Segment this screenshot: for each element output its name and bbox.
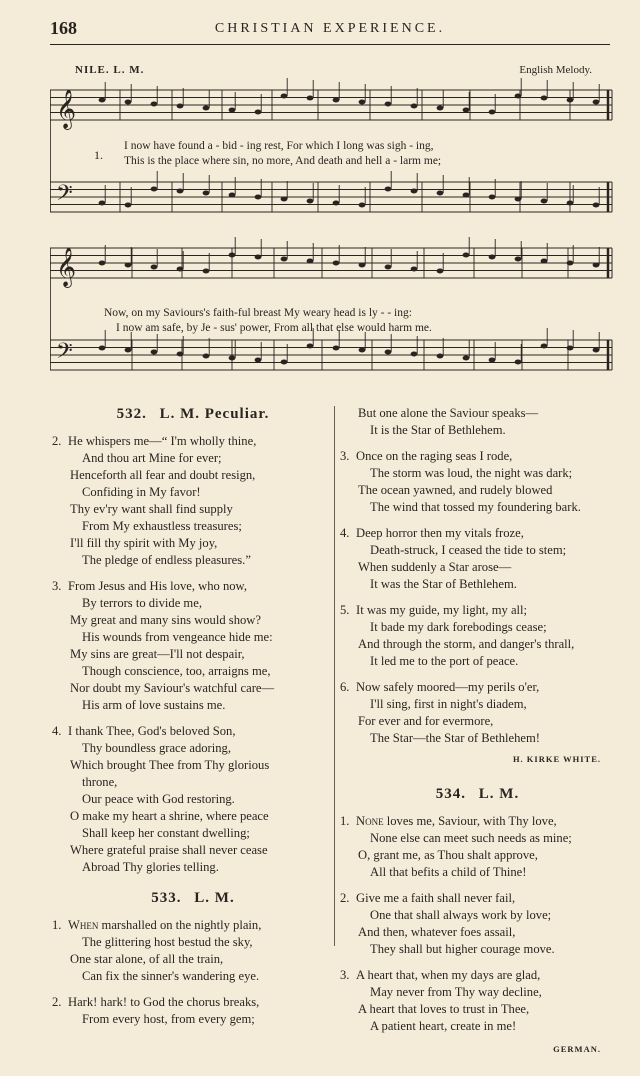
- stanza-line: throne,: [82, 775, 118, 789]
- note-head: [255, 255, 262, 260]
- stanza-number: 5.: [340, 603, 350, 617]
- treble-clef-icon: 𝄞: [56, 91, 77, 128]
- hymn-532-stanza-3: [52, 578, 334, 714]
- running-title: CHRISTIAN EXPERIENCE.: [214, 21, 446, 36]
- stanza-line: Thy ev'ry want shall find supply: [70, 502, 233, 516]
- system1-lyric-line1: I now have found a - bid - ing rest, For which I long was sigh - ing,: [124, 140, 434, 152]
- stanza-line: Deep horror then my vitals froze,: [356, 526, 524, 540]
- stanza-line: The wind that tossed my foundering bark.: [370, 500, 581, 514]
- stanza-line: A heart that loves to trust in Thee,: [358, 1002, 530, 1016]
- first-word: When: [68, 918, 99, 932]
- stanza-line: Death-struck, I ceased the tide to stem;: [370, 543, 567, 557]
- note-head: [437, 106, 444, 111]
- stanza-number: 3.: [340, 968, 350, 982]
- hymn-534-heading: [340, 786, 615, 803]
- stanza-line: From every host, from every gem;: [82, 1012, 255, 1026]
- hymn-533-stanza-4: [340, 525, 615, 593]
- stanza-line: One star alone, of all the train,: [70, 952, 224, 966]
- note-head: [489, 195, 496, 200]
- stanza-number: 2.: [340, 891, 350, 905]
- stanza-number: 3.: [340, 449, 350, 463]
- stanza-line: By terrors to divide me,: [82, 596, 202, 610]
- note-head: [593, 100, 600, 105]
- stanza-number: 1.: [52, 918, 62, 932]
- note-head: [437, 269, 444, 274]
- note-head: [463, 356, 470, 361]
- note-head: [359, 348, 366, 353]
- note-head: [515, 360, 522, 365]
- bass-clef-icon: 𝄢: [56, 339, 73, 368]
- note-head: [229, 193, 236, 198]
- hymn-533-author: H. KIRKE WHITE.: [512, 754, 601, 764]
- note-head: [593, 203, 600, 208]
- stanza-line: Confiding in My favor!: [82, 485, 201, 499]
- note-head: [411, 352, 418, 357]
- note-head: [151, 350, 158, 355]
- note-head: [593, 348, 600, 353]
- note-head: [567, 201, 574, 206]
- note-head: [177, 267, 184, 272]
- note-head: [125, 348, 132, 353]
- stanza-line: For ever and for evermore,: [358, 714, 494, 728]
- note-head: [255, 110, 262, 115]
- stanza-number: 4.: [52, 724, 62, 738]
- hymn-532-number: 532.: [116, 406, 147, 422]
- bass-clef-icon: 𝄢: [56, 181, 73, 210]
- system2-lyric-line2: I now am safe, by Je - sus' power, From all that else would harm me.: [116, 322, 432, 334]
- note-head: [125, 263, 132, 268]
- stanza-line: From My exhaustless treasures;: [82, 519, 242, 533]
- note-head: [463, 253, 470, 258]
- note-head: [99, 346, 106, 351]
- stanza-number: 1.: [340, 814, 350, 828]
- note-head: [541, 199, 548, 204]
- stanza-line: The pledge of endless pleasures.”: [82, 553, 251, 567]
- note-head: [333, 261, 340, 266]
- note-head: [333, 201, 340, 206]
- stanza-line: Nor doubt my Saviour's watchful care—: [70, 681, 275, 695]
- note-head: [385, 102, 392, 107]
- note-head: [229, 253, 236, 258]
- stanza-line: Once on the raging seas I rode,: [356, 449, 513, 463]
- note-head: [203, 354, 210, 359]
- stanza-line: I'll fill thy spirit with My joy,: [70, 536, 218, 550]
- note-head: [203, 191, 210, 196]
- note-head: [489, 255, 496, 260]
- stanza-line: It was the Star of Bethlehem.: [370, 577, 517, 591]
- stanza-line: marshalled on the nightly plain,: [98, 918, 262, 932]
- stanza-line: My sins are great—I'll not despair,: [70, 647, 245, 661]
- stanza-line: O make my heart a shrine, where peace: [70, 809, 269, 823]
- note-head: [385, 187, 392, 192]
- stanza-line: From Jesus and His love, who now,: [68, 579, 247, 593]
- note-head: [463, 193, 470, 198]
- stanza-line: The Star—the Star of Bethlehem!: [370, 731, 540, 745]
- note-head: [125, 100, 132, 105]
- note-head: [515, 94, 522, 99]
- stanza-line: When suddenly a Star arose—: [358, 560, 512, 574]
- stanza-line: The ocean yawned, and rudely blowed: [358, 483, 553, 497]
- hymn-534-number: 534.: [435, 786, 467, 802]
- note-head: [567, 98, 574, 103]
- note-head: [567, 261, 574, 266]
- note-head: [385, 265, 392, 270]
- stanza-line: A heart that, when my days are glad,: [356, 968, 541, 982]
- hymn-533-stanza-1: [52, 917, 334, 985]
- hymn-532-stanza-4: [52, 723, 334, 876]
- hymn-533-stanza-2-continued: [340, 405, 615, 439]
- note-head: [541, 96, 548, 101]
- note-head: [385, 350, 392, 355]
- stanza-number: 2.: [52, 434, 62, 448]
- stanza-line: I thank Thee, God's beloved Son,: [68, 724, 236, 738]
- note-head: [281, 257, 288, 262]
- hymn-534-stanza-2: [340, 890, 615, 958]
- note-head: [411, 189, 418, 194]
- note-head: [281, 94, 288, 99]
- stanza-number: 2.: [52, 995, 62, 1009]
- hymn-534-meter: L. M.: [478, 786, 520, 802]
- stanza-number: 4.: [340, 526, 350, 540]
- note-head: [515, 257, 522, 262]
- note-head: [125, 203, 132, 208]
- stanza-line: And through the storm, and danger's thrall,: [358, 637, 575, 651]
- stanza-line: He whispers me—“ I'm wholly thine,: [68, 434, 257, 448]
- note-head: [515, 197, 522, 202]
- stanza-line: I'll sing, first in night's diadem,: [370, 697, 527, 711]
- stanza-line: Give me a faith shall never fail,: [356, 891, 516, 905]
- first-word: None: [356, 814, 384, 828]
- note-head: [99, 261, 106, 266]
- stanza-line: They shall but higher courage move.: [370, 942, 555, 956]
- stanza-line: But one alone the Saviour speaks—: [358, 406, 539, 420]
- note-head: [307, 259, 314, 264]
- stanza-line: My great and many sins would show?: [70, 613, 261, 627]
- stanza-line: The storm was loud, the night was dark;: [370, 466, 573, 480]
- stanza-line: All that befits a child of Thine!: [370, 865, 527, 879]
- stanza-line: A patient heart, create in me!: [370, 1019, 517, 1033]
- stanza-line: Abroad Thy glories telling.: [82, 860, 219, 874]
- verse-marker: 1.: [94, 148, 103, 162]
- note-head: [541, 259, 548, 264]
- treble-clef-icon: 𝄞: [56, 249, 77, 286]
- hymn-534-stanza-3: [340, 967, 615, 1035]
- page-number: 168: [50, 18, 77, 38]
- note-head: [567, 346, 574, 351]
- stanza-line: It is the Star of Bethlehem.: [370, 423, 506, 437]
- note-head: [281, 360, 288, 365]
- note-head: [437, 354, 444, 359]
- stanza-line: Which brought Thee from Thy glorious: [70, 758, 270, 772]
- note-head: [437, 191, 444, 196]
- hymn-533-heading: [52, 890, 334, 907]
- stanza-line: Now safely moored—my perils o'er,: [356, 680, 540, 694]
- note-head: [99, 201, 106, 206]
- system1-lyric-line2: This is the place where sin, no more, And death and hell a - larm me;: [124, 155, 442, 167]
- right-column: [340, 405, 615, 1076]
- hymn-533-stanza-3: [340, 448, 615, 516]
- stanza-line: It bade my dark forebodings cease;: [370, 620, 547, 634]
- stanza-line: One that shall always work by love;: [370, 908, 552, 922]
- system2-lyric-line1: Now, on my Saviours's faith-ful breast My weary head is ly - - ing:: [104, 307, 412, 319]
- note-head: [203, 106, 210, 111]
- note-head: [151, 265, 158, 270]
- note-head: [151, 187, 158, 192]
- left-column: [52, 400, 334, 1037]
- note-head: [203, 269, 210, 274]
- note-head: [255, 358, 262, 363]
- stanza-line: His wounds from vengeance hide me:: [82, 630, 273, 644]
- hymn-533-number: 533.: [151, 890, 182, 906]
- stanza-line: And thou art Mine for ever;: [82, 451, 222, 465]
- stanza-line: Henceforth all fear and doubt resign,: [70, 468, 256, 482]
- note-head: [177, 104, 184, 109]
- note-head: [411, 104, 418, 109]
- note-head: [307, 96, 314, 101]
- stanza-line: Though conscience, too, arraigns me,: [82, 664, 271, 678]
- note-head: [333, 346, 340, 351]
- note-head: [463, 108, 470, 113]
- note-head: [99, 98, 106, 103]
- note-head: [281, 197, 288, 202]
- note-head: [489, 358, 496, 363]
- note-head: [359, 203, 366, 208]
- hymn-533-stanza-5: [340, 602, 615, 670]
- stanza-number: 6.: [340, 680, 350, 694]
- stanza-line: His arm of love sustains me.: [82, 698, 226, 712]
- hymn-533-stanza-2: [52, 994, 334, 1028]
- stanza-line: Hark! hark! to God the chorus breaks,: [68, 995, 260, 1009]
- stanza-line: O, grant me, as Thou shalt approve,: [358, 848, 538, 862]
- hymn-533-meter: L. M.: [194, 890, 235, 906]
- stanza-line: It led me to the port of peace.: [370, 654, 519, 668]
- note-head: [411, 267, 418, 272]
- hymn-533-stanza-6: [340, 679, 615, 747]
- note-head: [177, 189, 184, 194]
- music-score: [50, 78, 615, 398]
- note-head: [359, 263, 366, 268]
- note-head: [359, 100, 366, 105]
- note-head: [229, 356, 236, 361]
- stanza-line: Our peace with God restoring.: [82, 792, 235, 806]
- tune-name: NILE. L. M.: [75, 64, 145, 76]
- note-head: [177, 352, 184, 357]
- note-head: [593, 263, 600, 268]
- hymn-534-author: GERMAN.: [553, 1044, 601, 1054]
- stanza-line: None else can meet such needs as mine;: [370, 831, 572, 845]
- note-head: [489, 110, 496, 115]
- stanza-line: And then, whatever foes assail,: [358, 925, 516, 939]
- stanza-line: The glittering host bestud the sky,: [82, 935, 253, 949]
- note-head: [151, 102, 158, 107]
- column-divider: [334, 406, 335, 946]
- note-head: [229, 108, 236, 113]
- header-rule: [50, 44, 610, 45]
- stanza-line: Where grateful praise shall never cease: [70, 843, 268, 857]
- note-head: [307, 344, 314, 349]
- tune-source: English Melody.: [519, 64, 592, 76]
- stanza-number: 3.: [52, 579, 62, 593]
- stanza-line: It was my guide, my light, my all;: [356, 603, 528, 617]
- stanza-line: Shall keep her constant dwelling;: [82, 826, 250, 840]
- page-header: [50, 18, 610, 40]
- note-head: [333, 98, 340, 103]
- hymn-532-stanza-2: [52, 433, 334, 569]
- hymn-534-stanza-1: [340, 813, 615, 881]
- note-head: [541, 344, 548, 349]
- stanza-line: Thy boundless grace adoring,: [82, 741, 231, 755]
- stanza-line: loves me, Saviour, with Thy love,: [383, 814, 557, 828]
- stanza-line: Can fix the sinner's wandering eye.: [82, 969, 260, 983]
- note-head: [255, 195, 262, 200]
- stanza-line: May never from Thy way decline,: [370, 985, 542, 999]
- hymn-532-meter: L. M. Peculiar.: [159, 406, 270, 422]
- note-head: [307, 199, 314, 204]
- hymn-532-heading: [52, 406, 334, 423]
